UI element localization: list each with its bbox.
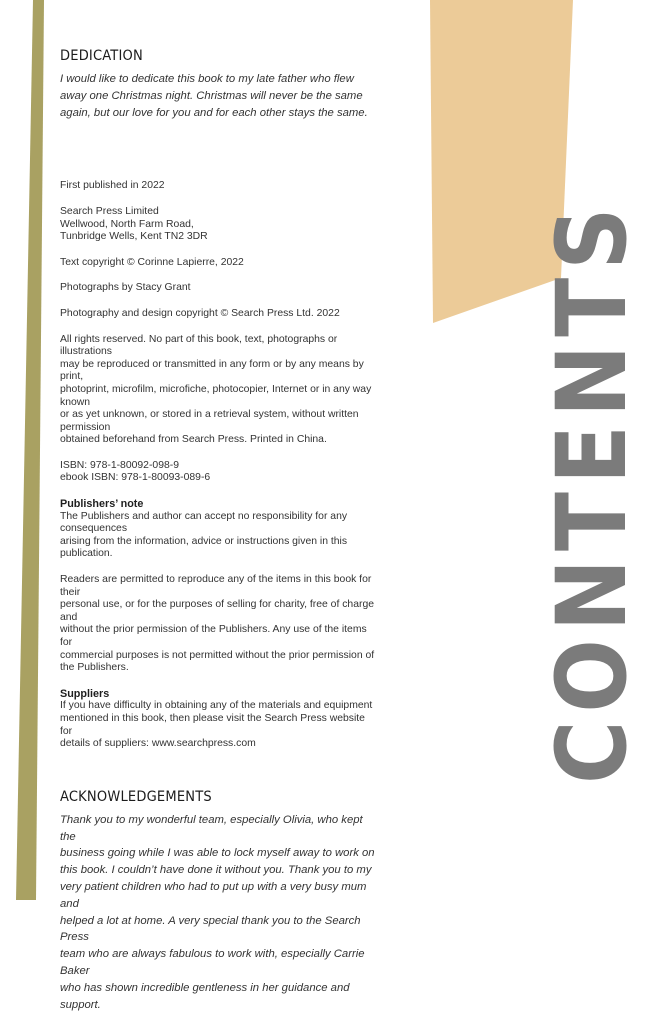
ack-line: who has shown incredible gentleness in her guidance and support. [60,981,350,1011]
publishers-note-line: The Publishers and author can accept no responsibility for any consequences [60,510,348,535]
publisher-address [60,206,375,244]
suppliers-heading: Suppliers [60,687,110,700]
permission-line: Readers are permitted to reproduce any of the items in this book for their [60,574,372,598]
ack-line: Thank you to my wonderful team, especially Olivia, who kept the [60,813,363,843]
rights-line: All rights reserved. No part of this book, text, photographs or illustrations [60,333,338,358]
ack-line: team who are always fabulous to work with, especially Carrie Baker [60,948,365,977]
copyright-page-content [60,48,375,1013]
permission-line: personal use, or for the purposes of selling for charity, free of charge and [60,599,375,623]
publisher-line: Tunbridge Wells, Kent TN2 3DR [60,231,208,243]
permission-line: the Publishers. [60,662,129,674]
dedication-section [60,48,375,121]
dedication-line: again, but our love for you and for each other stays the same. [60,106,368,119]
ack-line: this book. I couldn’t have done it without you. Thank you to my [60,864,372,877]
contents-vertical-title: CONTENTS [536,199,648,784]
rights-line: or as yet unknown, or stored in a retrieval system, without written permission [60,409,359,433]
suppliers-line: details of suppliers: www.searchpress.com [60,738,256,750]
dedication-line: I would like to dedicate this book to my late father who flew [60,73,354,85]
dedication-text [60,71,375,121]
suppliers-line: mentioned in this book, then please visit the Search Press website for [60,712,365,737]
acknowledgements-heading: ACKNOWLEDGEMENTS [60,788,212,805]
suppliers-section [60,688,375,751]
rights-line: photoprint, microfilm, microfiche, photocopier, Internet or in any way known [60,383,372,408]
imprint-section [60,180,375,485]
publisher-line: Search Press Limited [60,205,159,217]
acknowledgements-text [60,812,375,1013]
acknowledgements-section [60,789,375,1013]
permission-line: without the prior permission of the Publishers. Any use of the items for [60,624,367,649]
photographs-credit: Photographs by Stacy Grant [60,282,191,294]
publishers-note-section [60,498,375,675]
dedication-heading: DEDICATION [60,48,143,64]
photo-design-copyright: Photography and design copyright © Search Press Ltd. 2022 [60,307,340,319]
permission-line: commercial purposes is not permitted without the prior permission of [60,649,375,661]
reproduction-permission [60,574,375,675]
first-published: First published in 2022 [60,180,165,192]
suppliers-line: If you have difficulty in obtaining any of the materials and equipment [60,700,373,712]
ack-line: very patient children who had to put up with a very busy mum and [60,880,367,910]
rights-line: may be reproduced or transmitted in any form or by any means by print, [60,358,364,383]
isbn-block [60,460,375,485]
dedication-line: away one Christmas night. Christmas will never be the same [60,89,363,102]
publishers-note-line: arising from the information, advice or instructions given in this publication. [60,535,348,560]
rights-statement [60,334,375,447]
isbn: ISBN: 978-1-80092-098-9 [60,459,179,471]
rights-line: obtained beforehand from Search Press. Printed in China. [60,434,327,446]
ack-line: helped a lot at home. A very special thank you to the Search Press [60,914,361,944]
ebook-isbn: ebook ISBN: 978-1-80093-089-6 [60,472,211,484]
publishers-note-heading: Publishers’ note [60,498,144,511]
text-copyright: Text copyright © Corinne Lapierre, 2022 [60,256,244,268]
ack-line: business going while I was able to lock myself away to work on [60,847,375,860]
publisher-line: Wellwood, North Farm Road, [60,218,194,230]
